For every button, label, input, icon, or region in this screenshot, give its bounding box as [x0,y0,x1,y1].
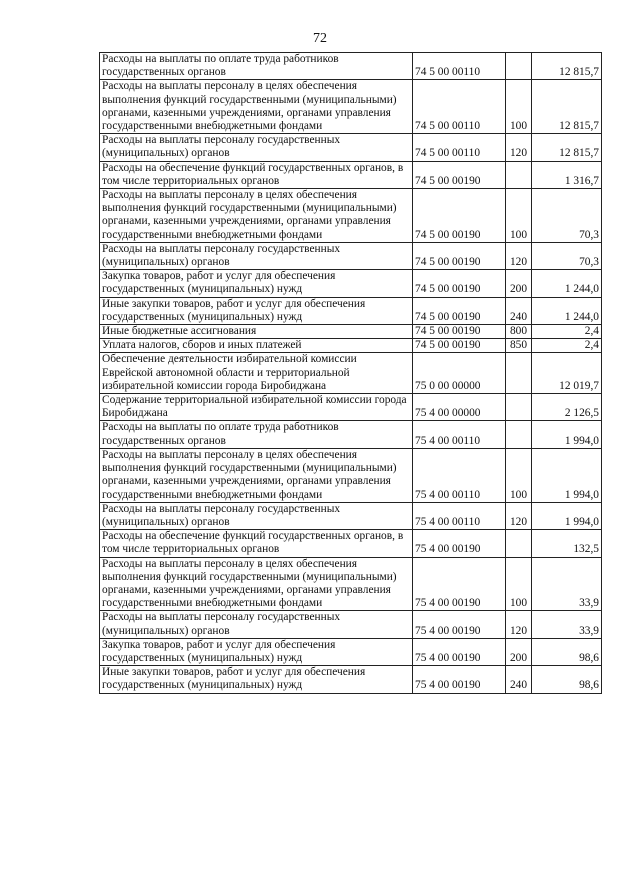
row-expense-type-cell: 100 [506,448,532,502]
row-code-cell: 74 5 00 00110 [413,53,506,80]
row-code-cell: 74 5 00 00190 [413,339,506,353]
row-expense-type-cell [506,161,532,188]
table-row [100,530,602,557]
row-amount-cell: 12 815,7 [532,53,602,80]
row-expense-type-cell: 120 [506,502,532,529]
row-name-cell: Расходы на выплаты персоналу в целях обеспечения выполнения функций государственными (муниципальными) органами, казенными учреждениями, органами управления государственными внебюджетными фондами [100,448,413,502]
row-amount-cell: 98,6 [532,666,602,693]
row-code-cell: 75 4 00 00110 [413,421,506,448]
row-amount-cell: 2 126,5 [532,394,602,421]
row-expense-type-cell [506,421,532,448]
row-code-cell: 74 5 00 00110 [413,80,506,134]
row-code-cell: 74 5 00 00190 [413,189,506,243]
row-name-cell: Расходы на выплаты персоналу в целях обеспечения выполнения функций государственными (муниципальными) органами, казенными учреждениями, органами управления государственными внебюджетными фондами [100,557,413,611]
table-row [100,502,602,529]
row-amount-cell: 2,4 [532,325,602,339]
row-expense-type-cell: 240 [506,297,532,324]
table-row [100,80,602,134]
row-name-cell: Расходы на выплаты персоналу в целях обеспечения выполнения функций государственными (муниципальными) органами, казенными учреждениями, органами управления государственными внебюджетными фондами [100,189,413,243]
row-code-cell: 75 4 00 00110 [413,448,506,502]
row-amount-cell: 33,9 [532,611,602,638]
row-code-cell: 74 5 00 00190 [413,242,506,269]
row-name-cell: Иные закупки товаров, работ и услуг для обеспечения государственных (муниципальных) нужд [100,666,413,693]
row-name-cell: Расходы на выплаты персоналу государственных (муниципальных) органов [100,242,413,269]
row-name-cell: Уплата налогов, сборов и иных платежей [100,339,413,353]
row-amount-cell: 12 019,7 [532,353,602,394]
row-amount-cell: 1 316,7 [532,161,602,188]
row-name-cell: Содержание территориальной избирательной комиссии города Биробиджана [100,394,413,421]
row-code-cell: 75 4 00 00190 [413,557,506,611]
row-amount-cell: 1 244,0 [532,270,602,297]
table-row [100,339,602,353]
row-name-cell: Закупка товаров, работ и услуг для обеспечения государственных (муниципальных) нужд [100,270,413,297]
budget-table [99,52,602,694]
row-code-cell: 74 5 00 00110 [413,134,506,161]
table-row [100,270,602,297]
row-expense-type-cell [506,394,532,421]
row-expense-type-cell: 850 [506,339,532,353]
row-code-cell: 75 4 00 00190 [413,666,506,693]
table-row [100,611,602,638]
table-row [100,325,602,339]
table-row [100,189,602,243]
budget-table-body [100,53,602,694]
row-name-cell: Закупка товаров, работ и услуг для обеспечения государственных (муниципальных) нужд [100,638,413,665]
row-name-cell: Расходы на выплаты по оплате труда работников государственных органов [100,53,413,80]
row-expense-type-cell: 100 [506,189,532,243]
row-code-cell: 74 5 00 00190 [413,270,506,297]
row-code-cell: 75 0 00 00000 [413,353,506,394]
row-name-cell: Расходы на выплаты персоналу в целях обеспечения выполнения функций государственными (муниципальными) органами, казенными учреждениями, органами управления государственными внебюджетными фондами [100,80,413,134]
row-code-cell: 75 4 00 00190 [413,638,506,665]
row-code-cell: 74 5 00 00190 [413,161,506,188]
row-code-cell: 75 4 00 00190 [413,530,506,557]
table-row [100,557,602,611]
row-expense-type-cell: 120 [506,611,532,638]
row-amount-cell: 12 815,7 [532,80,602,134]
row-name-cell: Расходы на выплаты персоналу государственных (муниципальных) органов [100,134,413,161]
table-row [100,134,602,161]
row-code-cell: 74 5 00 00190 [413,297,506,324]
row-amount-cell: 1 994,0 [532,421,602,448]
row-expense-type-cell: 240 [506,666,532,693]
table-row [100,53,602,80]
row-expense-type-cell: 200 [506,270,532,297]
row-name-cell: Обеспечение деятельности избирательной комиссии Еврейской автономной области и территориальной избирательной комиссии города Биробиджана [100,353,413,394]
row-code-cell: 74 5 00 00190 [413,325,506,339]
row-amount-cell: 98,6 [532,638,602,665]
table-row [100,297,602,324]
row-expense-type-cell: 120 [506,242,532,269]
table-row [100,448,602,502]
row-expense-type-cell: 100 [506,80,532,134]
row-amount-cell: 1 994,0 [532,502,602,529]
row-amount-cell: 2,4 [532,339,602,353]
row-code-cell: 75 4 00 00110 [413,502,506,529]
row-expense-type-cell [506,353,532,394]
row-name-cell: Расходы на обеспечение функций государственных органов, в том числе территориальных органов [100,161,413,188]
row-name-cell: Расходы на обеспечение функций государственных органов, в том числе территориальных органов [100,530,413,557]
row-name-cell: Иные закупки товаров, работ и услуг для обеспечения государственных (муниципальных) нужд [100,297,413,324]
table-row [100,394,602,421]
row-code-cell: 75 4 00 00190 [413,611,506,638]
table-row [100,638,602,665]
row-expense-type-cell: 800 [506,325,532,339]
row-amount-cell: 132,5 [532,530,602,557]
table-row [100,161,602,188]
table-row [100,666,602,693]
row-amount-cell: 70,3 [532,189,602,243]
table-row [100,242,602,269]
row-name-cell: Иные бюджетные ассигнования [100,325,413,339]
row-expense-type-cell: 120 [506,134,532,161]
row-name-cell: Расходы на выплаты по оплате труда работников государственных органов [100,421,413,448]
row-expense-type-cell [506,53,532,80]
row-amount-cell: 70,3 [532,242,602,269]
row-amount-cell: 33,9 [532,557,602,611]
row-amount-cell: 12 815,7 [532,134,602,161]
table-row [100,421,602,448]
row-amount-cell: 1 244,0 [532,297,602,324]
row-name-cell: Расходы на выплаты персоналу государственных (муниципальных) органов [100,611,413,638]
row-expense-type-cell [506,530,532,557]
row-name-cell: Расходы на выплаты персоналу государственных (муниципальных) органов [100,502,413,529]
page-number: 72 [313,31,327,46]
row-code-cell: 75 4 00 00000 [413,394,506,421]
table-row [100,353,602,394]
row-amount-cell: 1 994,0 [532,448,602,502]
row-expense-type-cell: 200 [506,638,532,665]
row-expense-type-cell: 100 [506,557,532,611]
